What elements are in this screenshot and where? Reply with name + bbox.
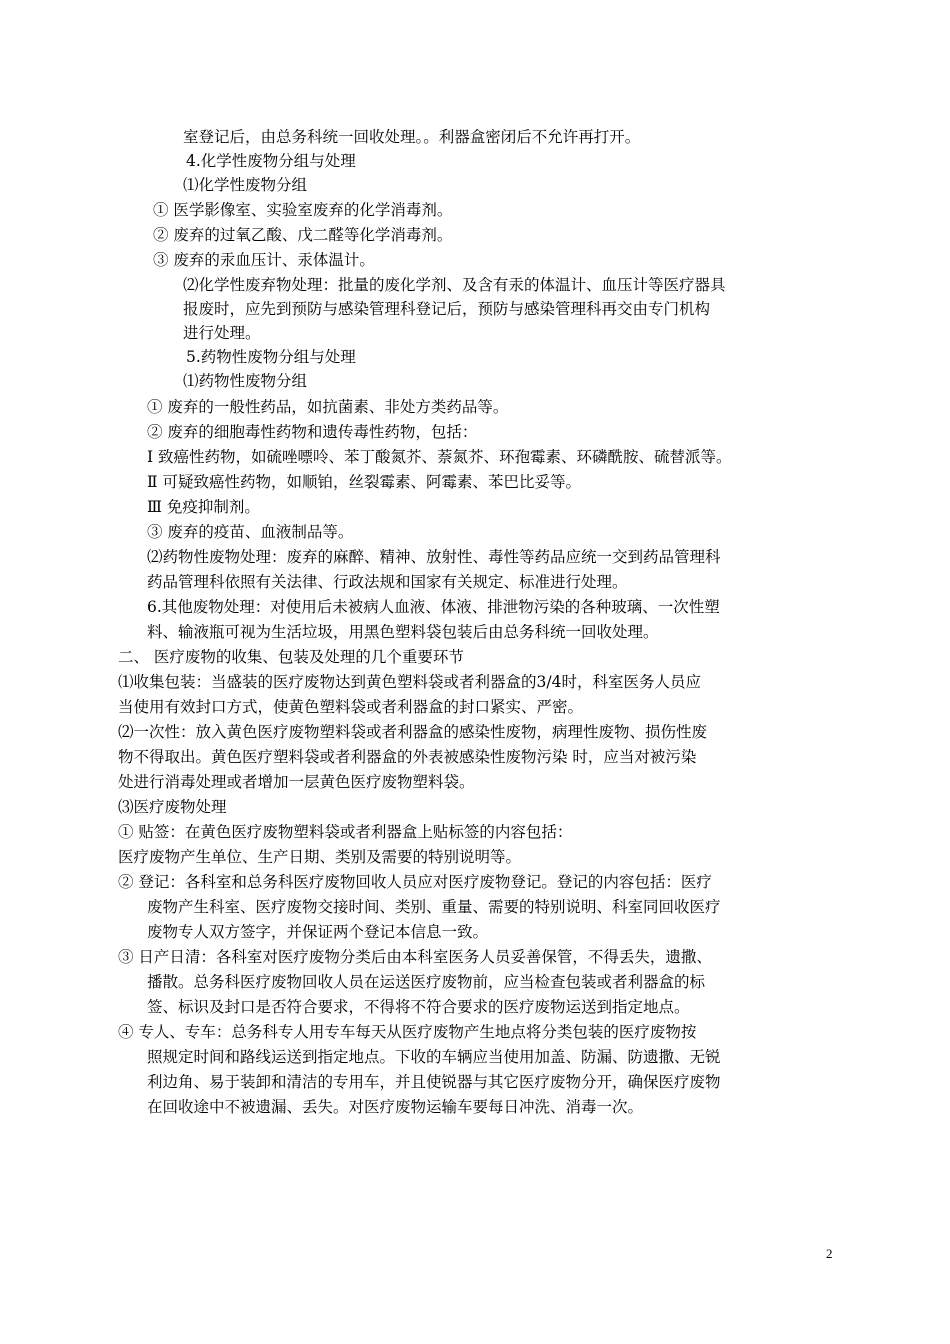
- text-line: 料、输液瓶可视为生活垃圾，用黑色塑料袋包装后由总务科统一回收处理。: [147, 623, 659, 641]
- text-line: 当使用有效封口方式，使黄色塑料袋或者利器盒的封口紧实、严密。: [118, 698, 584, 716]
- list-item: ② 废弃的细胞毒性药物和遗传毒性药物，包括：: [147, 423, 478, 441]
- subsection-heading: ⑶医疗废物处理: [118, 798, 227, 816]
- list-item: ① 医学影像室、实验室废弃的化学消毒剂。: [153, 201, 453, 219]
- list-item: ② 废弃的过氧乙酸、戊二醛等化学消毒剂。: [153, 226, 453, 244]
- text-line: 进行处理。: [183, 324, 261, 342]
- list-item: ③ 废弃的疫苗、血液制品等。: [147, 523, 354, 541]
- text-line: 物不得取出。黄色医疗塑料袋或者利器盒的外表被感染性废物污染 时，应当对被污染: [118, 748, 697, 766]
- text-line: 废物产生科室、医疗废物交接时间、类别、重量、需要的特别说明、科室同回收医疗: [147, 898, 721, 916]
- list-item: ② 登记：各科室和总务科医疗废物回收人员应对医疗废物登记。登记的内容包括：医疗: [118, 873, 712, 891]
- list-item: ③ 废弃的汞血压计、汞体温计。: [153, 251, 375, 269]
- text-line: ⑵一次性：放入黄色医疗废物塑料袋或者利器盒的感染性废物，病理性废物、损伤性废: [118, 723, 708, 741]
- section-heading: 4.化学性废物分组与处理: [186, 152, 356, 170]
- page-number: 2: [826, 1246, 833, 1261]
- text-line: 照规定时间和路线运送到指定地点。下收的车辆应当使用加盖、防漏、防遗撒、无锐: [147, 1048, 721, 1066]
- list-item: ④ 专人、专车：总务科专人用专车每天从医疗废物产生地点将分类包装的医疗废物按: [118, 1023, 697, 1041]
- text-line: 在回收途中不被遗漏、丢失。对医疗废物运输车要每日冲洗、消毒一次。: [147, 1098, 644, 1116]
- list-item: Ⅰ 致癌性药物，如硫唑嘌呤、苯丁酸氮芥、萘氮芥、环孢霉素、环磷酰胺、硫替派等。: [147, 448, 732, 466]
- subsection-heading: ⑴药物性废物分组: [183, 372, 308, 390]
- chapter-heading: 二、 医疗废物的收集、包装及处理的几个重要环节: [118, 648, 464, 666]
- text-line: ⑵药物性废物处理：废弃的麻醉、精神、放射性、毒性等药品应统一交到药品管理科: [147, 548, 721, 566]
- text-line: 6.其他废物处理：对使用后未被病人血液、体液、排泄物污染的各种玻璃、一次性塑: [147, 598, 720, 616]
- section-heading: 5.药物性废物分组与处理: [186, 348, 356, 366]
- text-line: 药品管理科依照有关法律、行政法规和国家有关规定、标准进行处理。: [147, 573, 628, 591]
- text-line: 播散。总务科医疗废物回收人员在运送医疗废物前，应当检查包装或者利器盒的标: [147, 973, 706, 991]
- text-line: 签、标识及封口是否符合要求，不得将不符合要求的医疗废物运送到指定地点。: [147, 998, 690, 1016]
- list-item: Ⅱ 可疑致癌性药物，如顺铂，丝裂霉素、阿霉素、苯巴比妥等。: [147, 473, 581, 491]
- text-line: ⑵化学性废弃物处理：批量的废化学剂、及含有汞的体温计、血压计等医疗器具: [183, 276, 726, 294]
- subsection-heading: ⑴化学性废物分组: [183, 176, 308, 194]
- text-line: 室登记后，由总务科统一回收处理。。利器盒密闭后不允许再打开。: [183, 128, 641, 146]
- text-line: ⑴收集包装：当盛装的医疗废物达到黄色塑料袋或者利器盒的3/4时，科室医务人员应: [118, 673, 701, 691]
- list-item: ① 贴签：在黄色医疗废物塑料袋或者利器盒上贴标签的内容包括：: [118, 823, 573, 841]
- list-item: Ⅲ 免疫抑制剂。: [147, 498, 260, 516]
- list-item: ③ 日产日清：各科室对医疗废物分类后由本科室医务人员妥善保管，不得丢失，遗撒、: [118, 948, 712, 966]
- list-item: ① 废弃的一般性药品，如抗菌素、非处方类药品等。: [147, 398, 509, 416]
- text-line: 医疗废物产生单位、生产日期、类别及需要的特别说明等。: [118, 848, 522, 866]
- text-line: 报废时，应先到预防与感染管理科登记后，预防与感染管理科再交由专门机构: [183, 300, 711, 318]
- text-line: 废物专人双方签字，并保证两个登记本信息一致。: [147, 923, 489, 941]
- text-line: 利边角、易于装卸和清洁的专用车，并且使锐器与其它医疗废物分开，确保医疗废物: [147, 1073, 721, 1091]
- text-line: 处进行消毒处理或者增加一层黄色医疗废物塑料袋。: [118, 773, 475, 791]
